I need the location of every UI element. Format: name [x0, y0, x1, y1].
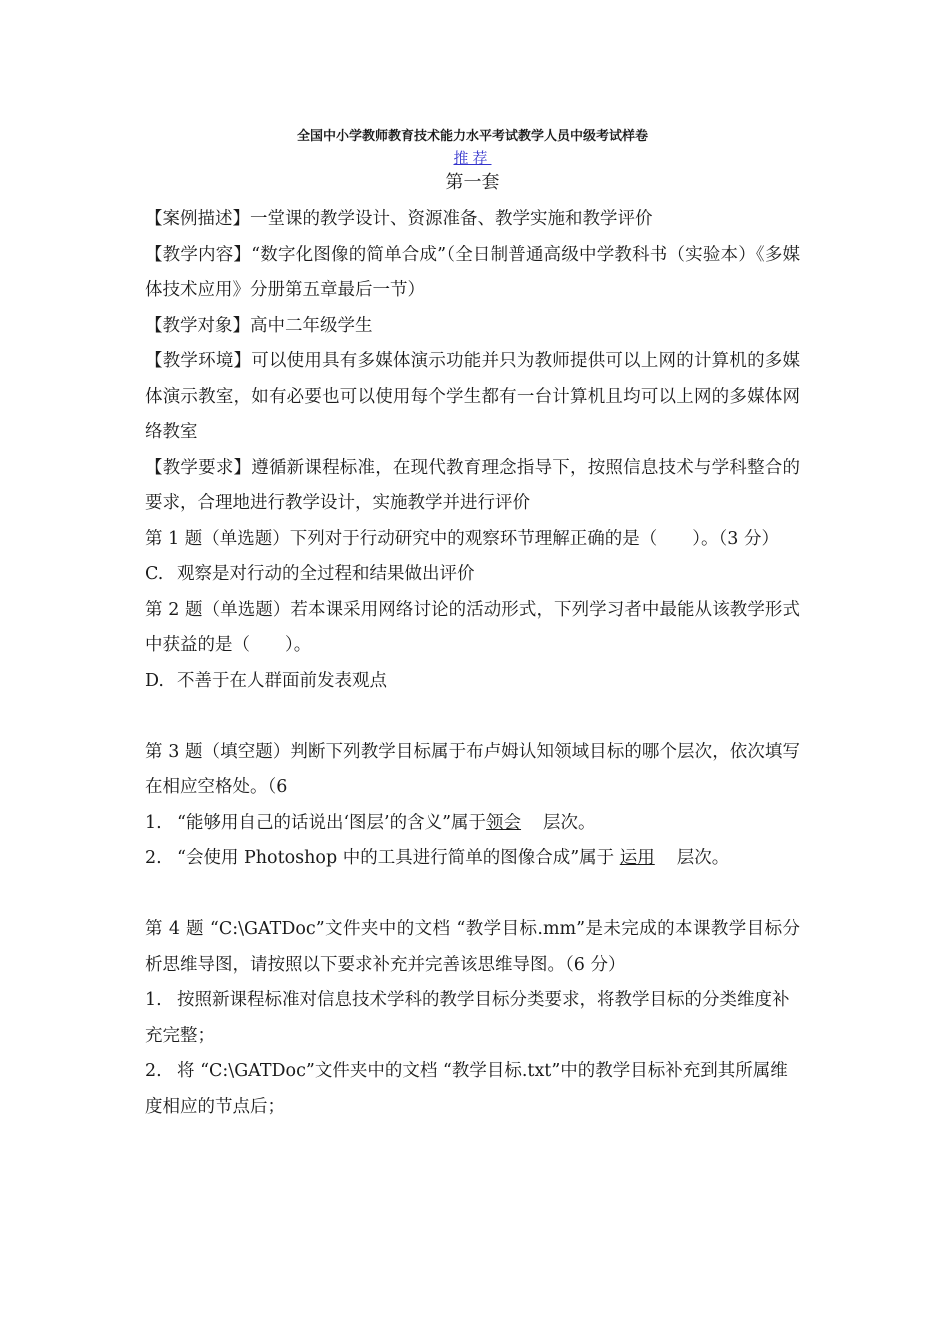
recommend-row	[145, 148, 800, 168]
teaching-environment: 【教学环境】可以使用具有多媒体演示功能并只为教师提供可以上网的计算机的多媒体演示教室，如有必要也可以使用每个学生都有一台计算机且均可以上网的多媒体网络教室	[145, 351, 800, 442]
answer-blank: 领会	[486, 812, 522, 833]
list-number: C.	[145, 564, 164, 584]
set-subtitle: 第一套	[445, 172, 500, 193]
question-4: 第 4 题 “C:\GATDoc”文件夹中的文档 “教学目标.mm”是未完成的本课教学目标分析思维导图，请按照以下要求补充并完善该思维导图。（6 分）	[145, 919, 800, 975]
document-title: 全国中小学教师教育技术能力水平考试教学人员中级考试样卷	[296, 129, 648, 144]
question-2-answer	[145, 664, 800, 700]
question-3-item-1	[145, 806, 800, 842]
answer-text: 观察是对行动的全过程和结果做出评价	[177, 564, 475, 584]
item-text: “会使用 Photoshop 中的工具进行简单的图像合成”属于	[177, 848, 615, 868]
item-text: 将 “C:\GATDoc”文件夹中的文档 “教学目标.txt”中的教学目标补充到其所属维度相应的节点后；	[145, 1061, 788, 1117]
recommend-link[interactable]: 推荐	[453, 149, 492, 167]
item-suffix: 层次。	[676, 848, 730, 868]
document-page	[145, 126, 800, 1125]
item-suffix: 层次。	[543, 812, 596, 833]
teaching-target: 【教学对象】高中二年级学生	[145, 315, 373, 336]
question-4-item-1	[145, 983, 800, 1054]
item-text: 按照新课程标准对信息技术学科的教学目标分类要求，将教学目标的分类维度补充完整；	[145, 990, 790, 1046]
case-description: 【案例描述】一堂课的教学设计、资源准备、教学实施和教学评价	[145, 209, 653, 229]
list-number: 2.	[145, 848, 162, 868]
question-2: 第 2 题（单选题）若本课采用网络讨论的活动形式，下列学习者中最能从该教学形式中获益的是（ ）。	[145, 599, 800, 655]
list-number: D.	[145, 670, 164, 691]
item-text: “能够用自己的话说出‘图层’的含义”属于	[177, 812, 487, 833]
question-4-item-2	[145, 1054, 800, 1125]
question-3: 第 3 题（填空题）判断下列教学目标属于布卢姆认知领域目标的哪个层次，依次填写在相应空格处。（6	[145, 741, 800, 797]
list-number: 1.	[145, 812, 162, 833]
spacer	[145, 877, 800, 913]
question-3-item-2	[145, 841, 800, 877]
list-number: 2.	[145, 1061, 162, 1081]
question-1-answer	[145, 557, 800, 593]
answer-text: 不善于在人群面前发表观点	[177, 670, 387, 691]
question-1: 第 1 题（单选题）下列对于行动研究中的观察环节理解正确的是（ ）。（3 分）	[145, 528, 779, 549]
answer-blank: 运用	[619, 848, 655, 868]
spacer	[145, 699, 800, 735]
list-number: 1.	[145, 990, 162, 1010]
teaching-requirement: 【教学要求】遵循新课程标准，在现代教育理念指导下，按照信息技术与学科整合的要求，合理地进行教学设计，实施教学并进行评价	[145, 457, 800, 513]
teaching-content: 【教学内容】“数字化图像的简单合成”（全日制普通高级中学教科书（实验本）《多媒体技术应用》分册第五章最后一节）	[145, 244, 800, 300]
